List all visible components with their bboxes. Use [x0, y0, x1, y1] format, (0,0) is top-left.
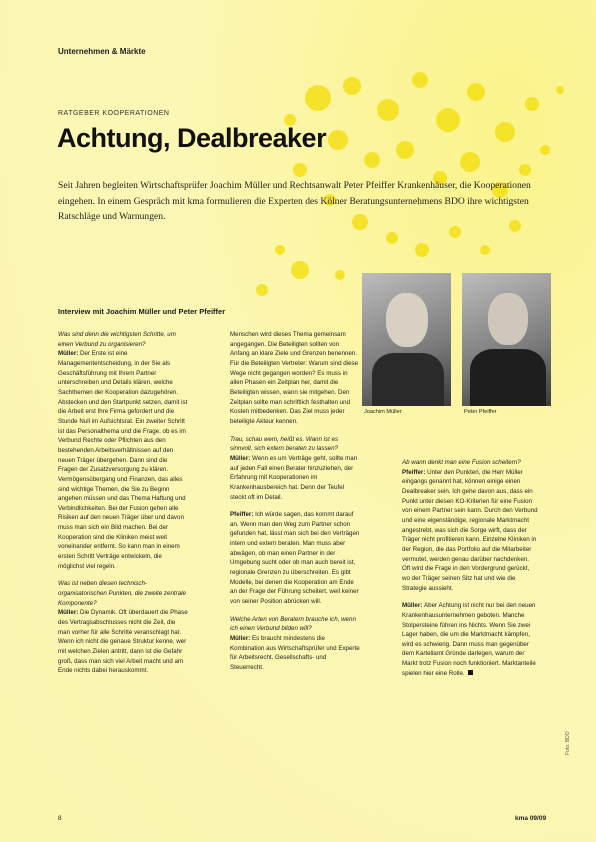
flower-dot — [275, 245, 285, 255]
flower-dot — [467, 83, 485, 101]
interview-answer: Es braucht mindestens die Kombination aus Wirtschaftsprüfer und Experte für Arbeitsrecht, Gesellschafts- und Steuerrecht. — [230, 635, 360, 671]
photo-peter-pfeiffer — [462, 273, 551, 406]
column-2 — [230, 330, 360, 681]
photo-credit: Foto: BDO — [565, 731, 571, 755]
interview-answer: Menschen wird dieses Thema gemeinsam angegangen. Die Beteiligten sollten von Anfang an klare Ziele und Grenzen benennen. Für die Beteiligten Vertreter: Warum sind diese Wege nicht gegangen worden? Es muss in allen Phasen ein Zeitplan her, damit die Beteiligten wissen, wann sie mitgehen. Den Zeitplan sollte man schriftlich festhalten und Kosten mitbedenken. Das Ziel muss jeder beteiligte Akteur kennen. — [230, 331, 359, 425]
flower-dot — [291, 261, 309, 279]
article-title: Achtung, Dealbreaker — [57, 123, 327, 153]
flower-dot — [396, 141, 414, 159]
interview-paragraph — [402, 601, 538, 678]
flower-dot — [540, 145, 550, 155]
column-3 — [402, 458, 538, 686]
flower-dot — [364, 152, 380, 168]
interview-question: Welche Arten von Beratern brauche ich, wenn ich einen Verbund bilden will? — [230, 615, 356, 633]
magazine-issue: kma 09/09 — [515, 815, 547, 822]
flower-dot — [328, 130, 348, 150]
flower-dot — [460, 152, 480, 172]
flower-dot — [436, 108, 460, 132]
speaker-name: Müller: — [230, 454, 253, 462]
flower-dot — [293, 163, 307, 177]
flower-dot — [256, 284, 268, 296]
interview-question: Ab wann denkt man eine Fusion scheitern? — [402, 459, 521, 466]
flower-dot — [525, 97, 539, 111]
interview-question: Was sind denn die wichtigsten Schritte, um einen Verbund zu organisieren? — [58, 331, 176, 348]
interview-question: Was ist neben diesen technisch-organisatorischen Punkten, die zweite zentrale Komponente? — [58, 580, 186, 607]
flower-dot — [343, 77, 361, 95]
interview-paragraph — [58, 330, 188, 571]
caption-mueller: Joachim Müller — [364, 409, 402, 415]
flower-dot — [556, 86, 564, 94]
flower-dot — [412, 72, 428, 88]
article-lead: Seit Jahren begleiten Wirtschaftsprüfer Joachim Müller und Rechtsanwalt Peter Pfeiffer Krankenhäuser, die Kooperationen eingehen. In einem Gespräch mit kma formulieren die Experten des Kölner Beratungsunternehmens BDO ihre wichtigsten Ratschläge und Warnungen. — [58, 180, 531, 222]
flower-dot — [415, 243, 429, 257]
interview-paragraph — [230, 615, 360, 673]
speaker-name: Pfeiffer: — [402, 468, 428, 476]
column-1 — [58, 330, 188, 684]
flower-dot — [305, 85, 331, 111]
speaker-name: Pfeiffer: — [230, 511, 256, 519]
interview-answer: Unter den Punkten, die Herr Müller eingangs genannt hat, können einige einen Dealbreaker sein. Ich gehe davon aus, dass ein Punkt unter diesen KO-Kriterien für eine Fusion von einem Partner sein kann. Durch den Verbund und eine eigenständige, regionale Marktmacht angestrebt, was sich die Sorge wirft, dass der Träger nicht profitieren kann. Einzelne Kliniken in der Region, die das Portfolio auf die Mitarbeiter vermutet, werden genau darüber nachdenken. Oft wird die Frage in den Vordergrund gerückt, wo der Träger seinen Sitz hat und wie die Strategie aussieht. — [402, 468, 538, 592]
speaker-name: Müller: — [230, 635, 253, 643]
interview-answer: Wenn es um Verträge geht, sollte man auf jeden Fall einen Berater hinzuziehen, der Erfahrung mit Kooperationen im Krankenhausbereich hat. Denn der Teufel steckt oft im Detail. — [230, 454, 358, 501]
flower-dot — [519, 164, 531, 176]
interview-question: Trau, schau wem, heißt es. Wann ist es sinnvoll, sich extern beraten zu lassen? — [230, 435, 339, 453]
caption-pfeiffer: Peter Pfeiffer — [464, 409, 497, 415]
photo-joachim-mueller — [362, 273, 451, 406]
flower-dot — [495, 122, 515, 142]
flower-dot — [377, 99, 399, 121]
interview-answer: Der Erste ist eine Managemententscheidung, in der Sie als Geschäftsführung mit Ihrem Partner unterschreiben und Details klären, welche Sachthemen der Kooperation dazugehören. Abstecken und den Startpunkt setzen, damit ist die Arbeit erst Ihre Firma gefordert und die Stunde Null im Aufsichtsrat. Ein zweiter Schritt ist das Personalthema und die Frage, ob es im Verbund Rechte oder Pflichten aus den bestehenden Arbeitsverhältnissen auf den neuen Träger übergehen. Dann sind die Fragen der Zusatzversorgung zu klären. Vermögensübergang und Finanzen, das alles sind wichtige Themen, die Sie zu Beginn angehen müssen und das Thema Haftung und Verbindlichkeiten. Bei der Fusion gehen alle Risiken auf den neuen Träger über und davon muss man sich ein Bild machen. Bei der Kooperation sind die Kliniken meist weit voneinander entfernt. So kann man in einem ersten Schritt Verträge entwickeln, die möglichst viel regeln. — [58, 350, 188, 570]
flower-dot — [480, 245, 490, 255]
speaker-name: Müller: — [58, 609, 81, 617]
interview-answer: Ich würde sagen, das kommt darauf an. Wenn man den Weg zum Partner schon gefunden hat, lässt man sich bei den Verträgen intern und extern beraten. Man muss aber abwägen, ob man einen Partner in der Umgebung sucht oder ob man auch bereit ist, regionale Grenzen zu überschreiten. Es gibt Modelle, bei denen die Kooperation am Ende an der Frage der Führung scheitert, weil keiner von seiner Position abrücken will. — [230, 511, 360, 606]
page-number: 8 — [58, 815, 62, 822]
interview-answer: Die Dynamik. Oft überdauert die Phase des Vertragsabschlusses nicht die Zeit, die man vorher für alle Schritte veranschlagt hat. Wenn ich nicht die genaue Struktur kenne, wer mit welchen Zielen antritt, dann ist die Gefahr groß, dass man sich viel Arbeit macht und am Ende nichts dabei herauskommt. — [58, 609, 188, 675]
end-mark — [468, 670, 473, 675]
section-label: Unternehmen & Märkte — [58, 47, 146, 56]
interview-heading: Interview mit Joachim Müller und Peter Pfeiffer — [58, 307, 226, 316]
flower-dot — [335, 270, 345, 280]
article-kicker: RATGEBER KOOPERATIONEN — [58, 110, 170, 117]
interview-paragraph — [402, 458, 538, 593]
interview-paragraph — [230, 330, 360, 427]
speaker-name: Müller: — [58, 350, 81, 358]
interview-paragraph — [58, 579, 188, 676]
flower-dot — [449, 226, 461, 238]
interview-paragraph — [230, 435, 360, 503]
flower-dot — [386, 232, 398, 244]
interview-paragraph — [230, 510, 360, 607]
speaker-name: Müller: — [402, 602, 425, 610]
interview-answer: Aber Achtung ist nicht nur bei den neuen Krankenhausunternehmen geboten. Manche Stolpersteine führen ins Nichts. Wenn Sie zwei Lager haben, die um die Marktmacht kämpfen, wird es schwierig. Dann muss man gegenüber dem Kartellamt Gründe darlegen, warum der Markt trotz Fusion noch funktioniert. Marktanteile spielen hier eine Rolle. — [402, 602, 536, 677]
